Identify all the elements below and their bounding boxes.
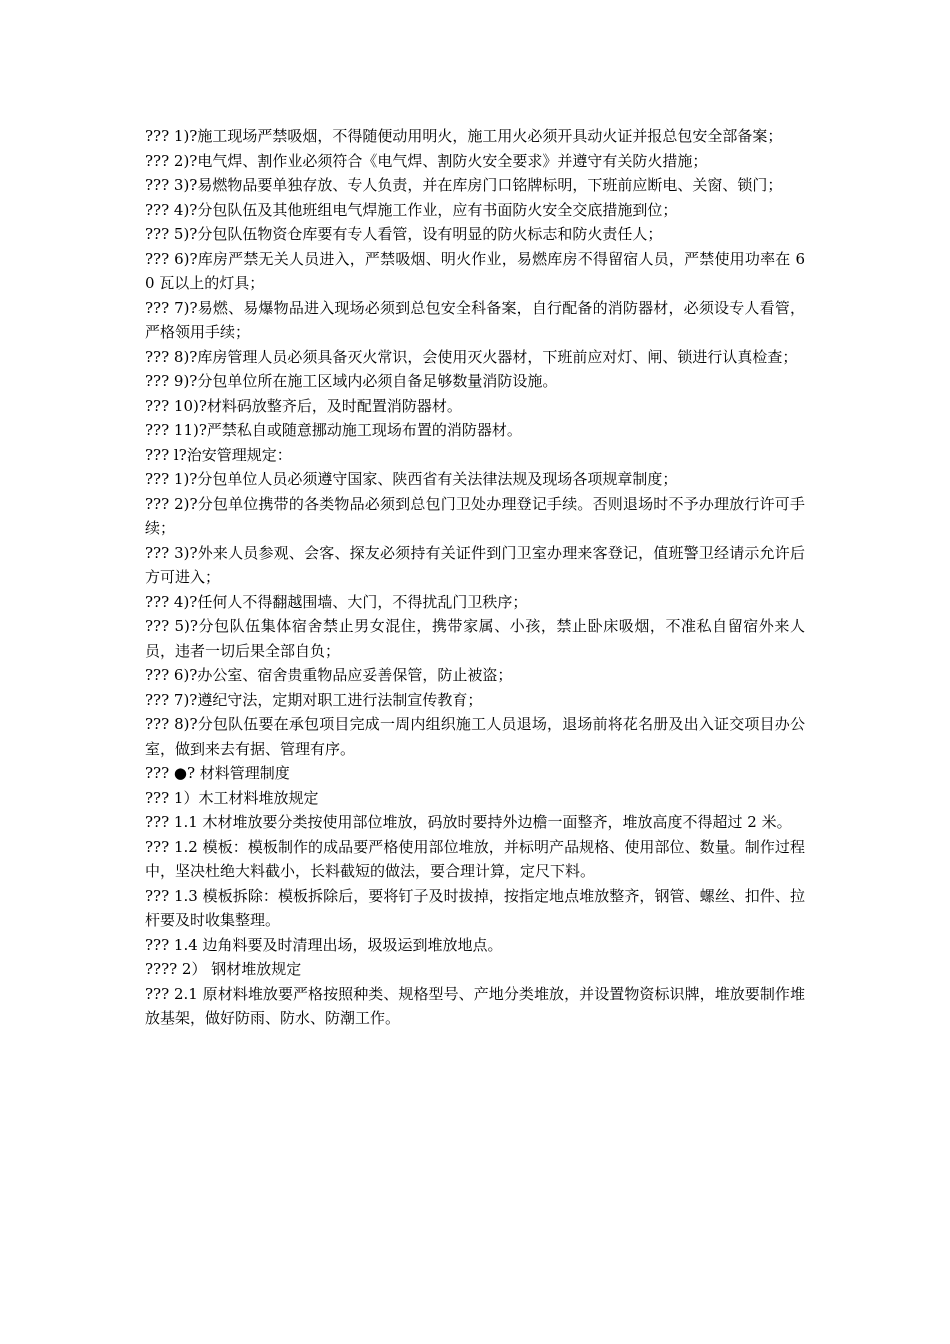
- paragraph-15: ??? 3)?外来人员参观、会客、探友必须持有关证件到门卫室办理来客登记，值班警卫经请示允许后方可进入；: [145, 543, 805, 586]
- section-heading-security: ??? l?治安管理规定：: [145, 445, 292, 464]
- paragraph-7: ??? 7)?易燃、易爆物品进入现场必须到总包安全科备案，自行配备的消防器材，必须设专人看管，严格领用手续；: [145, 298, 805, 341]
- paragraph-1: ??? 1)?施工现场严禁吸烟，不得随便动用明火，施工用火必须开具动火证并报总包安全部备案；: [145, 127, 783, 145]
- paragraph-24: ??? 1.2 模板：模板制作的成品要严格使用部位堆放，并标明产品规格、使用部位、数量。制作过程中，坚决杜绝大料截小，长料截短的做法，要合理计算，定尺下料。: [145, 837, 805, 880]
- paragraph-17: ??? 5)?分包队伍集体宿舍禁止男女混住，携带家属、小孩，禁止卧床吸烟，不准私自留宿外来人员，违者一切后果全部自负；: [145, 617, 805, 660]
- paragraph-5: ??? 5)?分包队伍物资仓库要有专人看管，设有明显的防火标志和防火责任人；: [145, 225, 663, 243]
- paragraph-3: ??? 3)?易燃物品要单独存放、专人负责，并在库房门口铭牌标明，下班前应断电、关窗、锁门；: [145, 176, 783, 194]
- paragraph-11: ??? 11)?严禁私自或随意挪动施工现场布置的消防器材。: [145, 421, 522, 439]
- paragraph-10: ??? 10)?材料码放整齐后，及时配置消防器材。: [145, 396, 462, 415]
- paragraph-14: ??? 2)?分包单位携带的各类物品必须到总包门卫处办理登记手续。否则退场时不予办理放行许可手续；: [145, 494, 805, 537]
- paragraph-2: ??? 2)?电气焊、割作业必须符合《电气焊、割防火安全要求》并遵守有关防火措施；: [145, 151, 708, 170]
- paragraph-25: ??? 1.3 模板拆除：模板拆除后，要将钉子及时拔掉，按指定地点堆放整齐，钢管、螺丝、扣件、拉杆要及时收集整理。: [145, 886, 805, 929]
- document-body: [145, 124, 805, 1031]
- section-heading-materials: ??? ●? 材料管理制度: [145, 764, 290, 782]
- paragraph-18: ??? 6)?办公室、宿舍贵重物品应妥善保管，防止被盗；: [145, 666, 513, 684]
- paragraph-19: ??? 7)?遵纪守法，定期对职工进行法制宣传教育；: [145, 690, 483, 709]
- paragraph-13: ??? 1)?分包单位人员必须遵守国家、陕西省有关法律法规及现场各项规章制度；: [145, 470, 678, 488]
- subheading-wood-storage: ??? 1）木工材料堆放规定: [145, 788, 319, 807]
- paragraph-8: ??? 8)?库房管理人员必须具备灭火常识，会使用灭火器材，下班前应对灯、闸、锁进行认真检查；: [145, 347, 798, 366]
- paragraph-16: ??? 4)?任何人不得翻越围墙、大门，不得扰乱门卫秩序；: [145, 592, 528, 611]
- paragraph-9: ??? 9)?分包单位所在施工区域内必须自备足够数量消防设施。: [145, 372, 558, 390]
- paragraph-26: ??? 1.4 边角料要及时清理出场，圾圾运到堆放地点。: [145, 935, 503, 954]
- paragraph-6: ??? 6)?库房严禁无关人员进入，严禁吸烟、明火作业，易燃库房不得留宿人员，严禁使用功率在 60 瓦以上的灯具；: [145, 249, 805, 292]
- paragraph-28: ??? 2.1 原材料堆放要严格按照种类、规格型号、产地分类堆放，并设置物资标识牌，堆放要制作堆放基架，做好防雨、防水、防潮工作。: [145, 984, 805, 1027]
- paragraph-23: ??? 1.1 木材堆放要分类按使用部位堆放，码放时要持外边檐一面整齐，堆放高度不得超过 2 米。: [145, 813, 792, 831]
- subheading-steel-storage: ???? 2） 钢材堆放规定: [145, 960, 302, 978]
- paragraph-4: ??? 4)?分包队伍及其他班组电气焊施工作业，应有书面防火安全交底措施到位；: [145, 200, 678, 219]
- paragraph-20: ??? 8)?分包队伍要在承包项目完成一周内组织施工人员退场，退场前将花名册及出入证交项目办公室，做到来去有据、管理有序。: [145, 715, 805, 758]
